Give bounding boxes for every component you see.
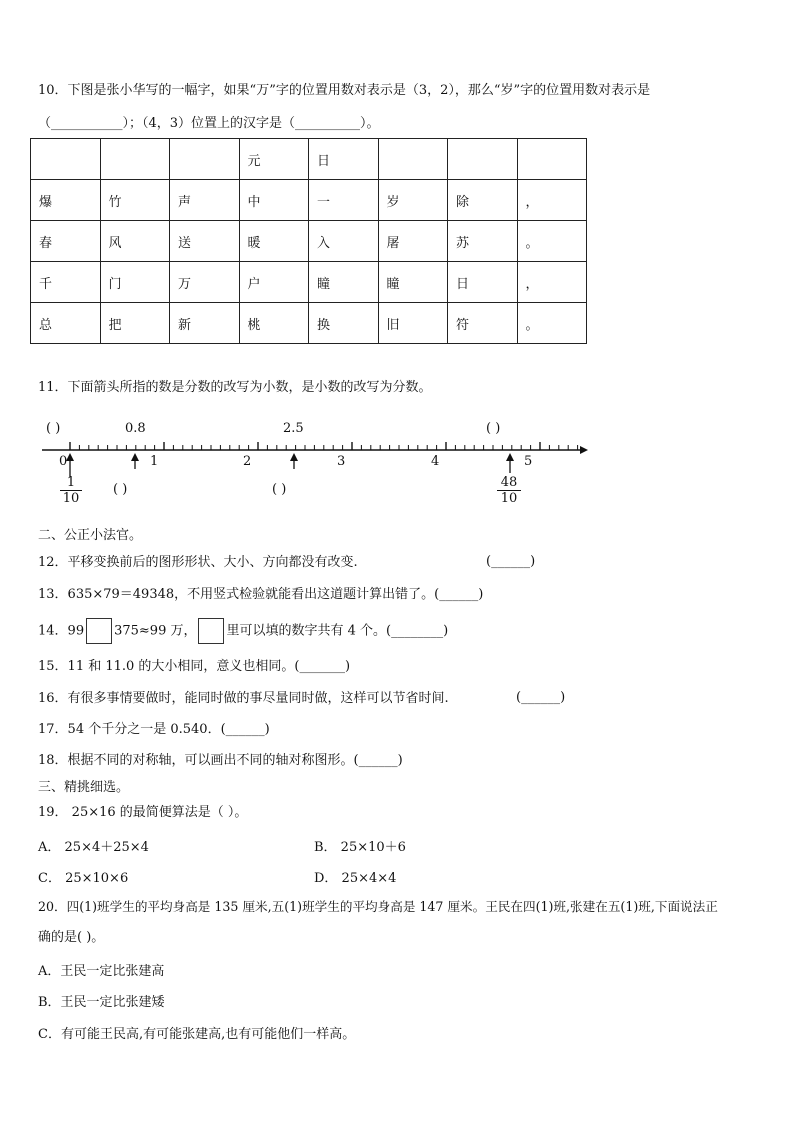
q20-line2: 确的是( )。 bbox=[38, 930, 105, 945]
grid-cell bbox=[448, 139, 518, 180]
grid-cell bbox=[170, 139, 240, 180]
grid-cell: 把 bbox=[100, 303, 170, 344]
grid-cell bbox=[517, 139, 587, 180]
q12: 12．平移变换前后的图形形状、大小、方向都没有改变. bbox=[38, 555, 358, 570]
grid-cell: 屠 bbox=[378, 221, 448, 262]
tick-label-0: 0 bbox=[59, 454, 68, 469]
grid-row bbox=[31, 303, 587, 344]
section-2-heading: 二、公正小法官。 bbox=[38, 528, 143, 543]
q11-text: 11．下面箭头所指的数是分数的改写为小数，是小数的改写为分数。 bbox=[38, 380, 432, 395]
top-label-blank-left: ( ) bbox=[46, 421, 61, 436]
grid-cell: 岁 bbox=[378, 180, 448, 221]
grid-cell: 风 bbox=[100, 221, 170, 262]
grid-cell: 。 bbox=[517, 303, 587, 344]
q13: 13．635×79＝49348，不用竖式检验就能看出这道题计算出错了。(______) bbox=[38, 587, 484, 602]
answer-box[interactable] bbox=[86, 618, 112, 644]
q19-stem: 19． 25×16 的最简便算法是（ ）。 bbox=[38, 805, 248, 820]
top-label-0.8: 0.8 bbox=[125, 421, 146, 436]
tick-label-3: 3 bbox=[337, 454, 346, 469]
grid-cell: 门 bbox=[100, 262, 170, 303]
tick-label-1: 1 bbox=[150, 454, 159, 469]
grid-cell: 春 bbox=[31, 221, 101, 262]
tick-label-2: 2 bbox=[243, 454, 252, 469]
grid-cell: 瞳 bbox=[309, 262, 379, 303]
grid-cell: 日 bbox=[309, 139, 379, 180]
q20-line1: 20．四(1)班学生的平均身高是 135 厘米,五(1)班学生的平均身高是 147 厘米。王民在四(1)班,张建在五(1)班,下面说法正 bbox=[38, 899, 718, 914]
arrow-up-icon bbox=[506, 453, 514, 473]
q14-part3: 里可以填的数字共有 4 个。(________) bbox=[226, 623, 449, 639]
q19-option-c[interactable]: C． 25×10×6 bbox=[38, 871, 129, 886]
grid-cell: 瞳 bbox=[378, 262, 448, 303]
q19-option-d[interactable]: D． 25×4×4 bbox=[314, 871, 397, 886]
q20-option-a[interactable]: A．王民一定比张建高 bbox=[38, 964, 165, 979]
grid-cell: 一 bbox=[309, 180, 379, 221]
grid-row bbox=[31, 139, 587, 180]
grid-cell: 换 bbox=[309, 303, 379, 344]
q15: 15．11 和 11.0 的大小相同，意义也相同。(_______) bbox=[38, 659, 351, 674]
section-3-heading: 三、精挑细选。 bbox=[38, 780, 130, 795]
grid-row bbox=[31, 262, 587, 303]
tick-label-5: 5 bbox=[524, 454, 533, 469]
grid-row bbox=[31, 180, 587, 221]
fraction-denominator: 10 bbox=[497, 490, 521, 506]
grid-cell: 新 bbox=[170, 303, 240, 344]
grid-cell: 元 bbox=[239, 139, 309, 180]
grid-cell: 户 bbox=[239, 262, 309, 303]
grid-cell: 除 bbox=[448, 180, 518, 221]
q12-blank: (______) bbox=[486, 554, 536, 569]
grid-cell: 竹 bbox=[100, 180, 170, 221]
bottom-blank-0.8: ( ) bbox=[113, 482, 128, 497]
grid-cell bbox=[100, 139, 170, 180]
q19-option-a[interactable]: A． 25×4＋25×4 bbox=[38, 840, 149, 855]
fraction-1-10 bbox=[60, 475, 82, 506]
grid-cell: 。 bbox=[517, 221, 587, 262]
grid-cell: 苏 bbox=[448, 221, 518, 262]
grid-cell: 桃 bbox=[239, 303, 309, 344]
top-label-blank-right: ( ) bbox=[486, 421, 501, 436]
grid-cell: 旧 bbox=[378, 303, 448, 344]
q10-line2: （___________）；（4，3）位置上的汉字是（__________）。 bbox=[38, 116, 380, 131]
arrow-up-icon bbox=[131, 453, 139, 469]
q14-part1: 14．99 bbox=[38, 623, 85, 639]
fraction-denominator: 10 bbox=[60, 490, 82, 506]
grid-cell bbox=[378, 139, 448, 180]
grid-cell: 万 bbox=[170, 262, 240, 303]
q16-blank: (______) bbox=[516, 690, 566, 705]
fraction-numerator: 1 bbox=[66, 475, 76, 490]
grid-cell: 爆 bbox=[31, 180, 101, 221]
q20-option-c[interactable]: C．有可能王民高,有可能张建高,也有可能他们一样高。 bbox=[38, 1027, 356, 1042]
q14-part2: 375≈99 万， bbox=[114, 623, 197, 639]
grid-cell: ， bbox=[517, 180, 587, 221]
fraction-48-10 bbox=[497, 475, 521, 506]
grid-cell: 送 bbox=[170, 221, 240, 262]
grid-cell: 声 bbox=[170, 180, 240, 221]
grid-cell: 总 bbox=[31, 303, 101, 344]
tick-label-4: 4 bbox=[431, 454, 440, 469]
grid-cell: 千 bbox=[31, 262, 101, 303]
answer-box[interactable] bbox=[198, 618, 224, 644]
fraction-numerator: 48 bbox=[500, 475, 518, 490]
q17: 17．54 个千分之一是 0.540．(______) bbox=[38, 722, 270, 737]
grid-cell: 入 bbox=[309, 221, 379, 262]
bottom-blank-2.5: ( ) bbox=[272, 482, 287, 497]
character-grid bbox=[30, 138, 587, 344]
grid-cell: ， bbox=[517, 262, 587, 303]
q19-option-b[interactable]: B． 25×10＋6 bbox=[314, 840, 406, 855]
grid-cell: 暖 bbox=[239, 221, 309, 262]
q16: 16．有很多事情要做时，能同时做的事尽量同时做，这样可以节省时间. bbox=[38, 691, 449, 706]
q10-line1: 10．下图是张小华写的一幅字，如果“万”字的位置用数对表示是（3，2），那么“岁”字的位置用数对表示是 bbox=[38, 83, 651, 98]
grid-cell: 符 bbox=[448, 303, 518, 344]
q20-option-b[interactable]: B．王民一定比张建矮 bbox=[38, 995, 165, 1010]
grid-cell: 中 bbox=[239, 180, 309, 221]
grid-cell: 日 bbox=[448, 262, 518, 303]
grid-row bbox=[31, 221, 587, 262]
q14 bbox=[38, 618, 448, 645]
q18: 18．根据不同的对称轴，可以画出不同的轴对称图形。(______) bbox=[38, 753, 403, 768]
top-label-2.5: 2.5 bbox=[283, 421, 304, 436]
grid-cell bbox=[31, 139, 101, 180]
arrow-up-icon bbox=[290, 453, 298, 469]
